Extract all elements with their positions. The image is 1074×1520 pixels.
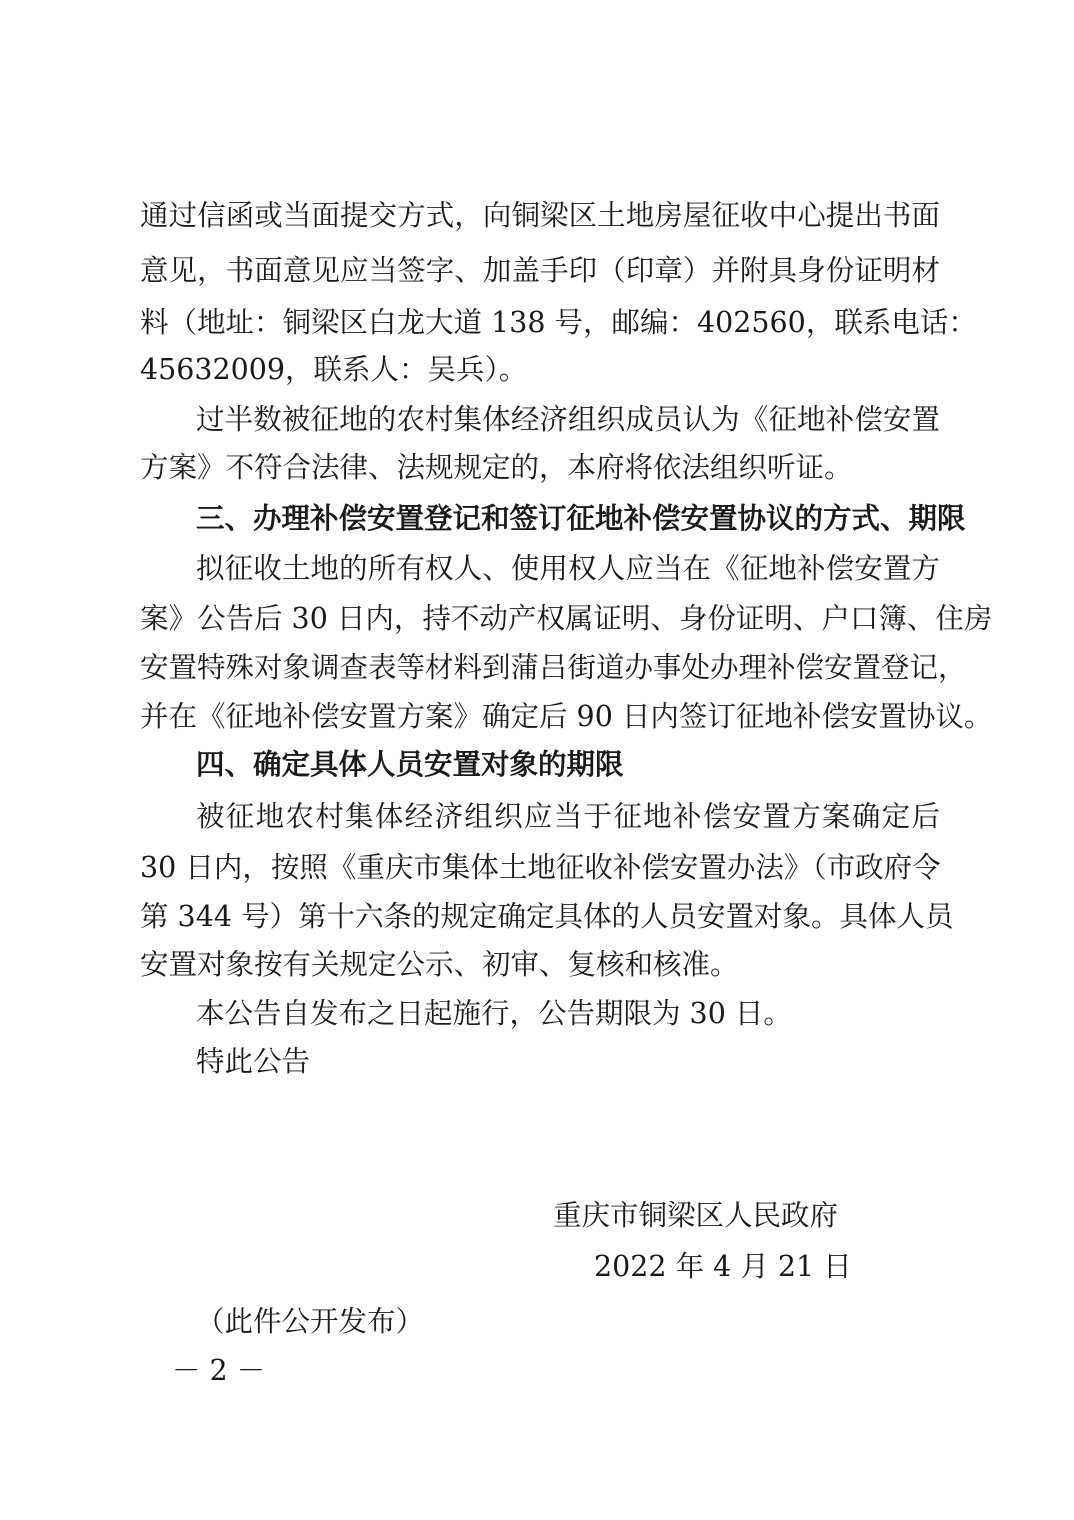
- section3-heading: 三、办理补偿安置登记和签订征地补偿安置协议的方式、期限: [196, 502, 966, 535]
- signature-org: 重庆市铜梁区人民政府: [553, 1199, 839, 1232]
- section4-line: 第 344 号）第十六条的规定确定具体的人员安置对象。具体人员: [140, 900, 954, 933]
- section3-line: 并在《征地补偿安置方案》确定后 90 日内签订征地补偿安置协议。: [140, 700, 993, 733]
- page-number: － 2 －: [172, 1354, 266, 1387]
- paragraph1-line: 料（地址：铜梁区白龙大道 138 号，邮编：402560，联系电话：: [140, 306, 977, 339]
- paragraph1-line: 通过信函或当面提交方式，向铜梁区土地房屋征收中心提出书面: [140, 199, 940, 232]
- section3-line: 案》公告后 30 日内，持不动产权属证明、身份证明、户口簿、住房: [140, 602, 993, 635]
- section4-heading: 四、确定具体人员安置对象的期限: [196, 748, 624, 781]
- section4-line: 安置对象按有关规定公示、初审、复核和核准。: [140, 948, 739, 981]
- paragraph1-line: 45632009，联系人：吴兵）。: [140, 353, 528, 386]
- paragraph1-line: 意见，书面意见应当签字、加盖手印（印章）并附具身份证明材: [140, 254, 940, 287]
- paragraph2-line: 方案》不符合法律、法规规定的，本府将依法组织听证。: [140, 451, 853, 484]
- section4-line: 30 日内，按照《重庆市集体土地征收补偿安置办法》（市政府令: [140, 851, 941, 884]
- release-note: （此件公开发布）: [196, 1305, 425, 1338]
- section3-line: 安置特殊对象调查表等材料到蒲吕街道办事处办理补偿安置登记，: [140, 651, 967, 684]
- closing-statement: 特此公告: [196, 1045, 311, 1078]
- section3-line: 拟征收土地的所有权人、使用权人应当在《征地补偿安置方: [196, 552, 940, 585]
- paragraph2-line: 过半数被征地的农村集体经济组织成员认为《征地补偿安置: [196, 403, 940, 436]
- effective-statement: 本公告自发布之日起施行，公告期限为 30 日。: [196, 997, 792, 1030]
- section4-line: 被征地农村集体经济组织应当于征地补偿安置方案确定后: [196, 800, 940, 833]
- signature-date: 2022 年 4 月 21 日: [594, 1250, 852, 1283]
